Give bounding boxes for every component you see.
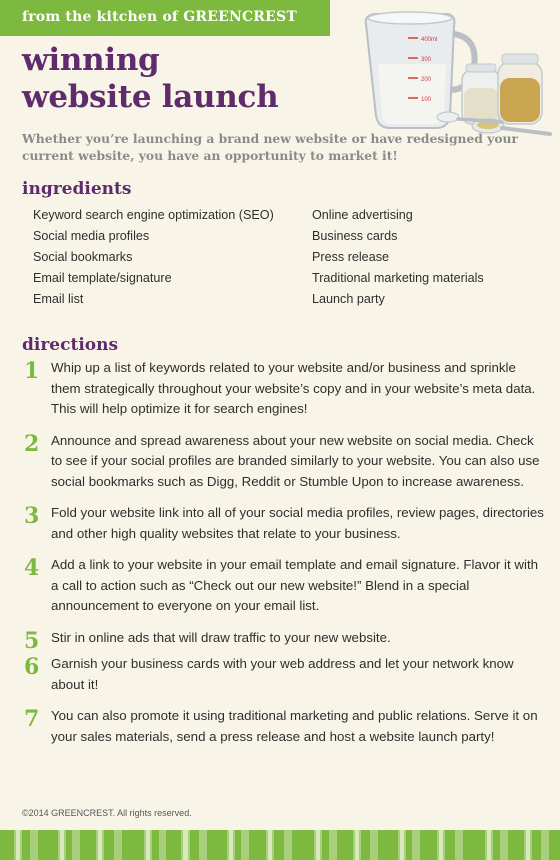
direction-step bbox=[22, 555, 547, 617]
directions-heading: directions bbox=[22, 335, 119, 355]
step-text: Announce and spread awareness about your new website on social media. Check to see if your social profiles are branded similarly to your website. You can also use social bookmarks such as Digg, Reddit or Stumble Upon to increase awareness. bbox=[51, 432, 540, 489]
ingredient-item: Keyword search engine optimization (SEO) bbox=[33, 208, 274, 222]
ingredient-item: Social bookmarks bbox=[33, 250, 133, 264]
step-number: 2 bbox=[24, 430, 40, 457]
measuring-cup-jars-spoons-icon bbox=[356, 4, 556, 140]
intro-text: Whether you’re launching a brand new website or have redesigned your current website, you have an opportunity to market it! bbox=[22, 131, 518, 163]
step-number: 6 bbox=[24, 654, 40, 680]
direction-step bbox=[22, 627, 547, 654]
cup-mark-100: 100 bbox=[421, 97, 432, 103]
step-text: You can also promote it using traditional marketing and public relations. Serve it on your sales materials, send a press release and host a website launch party! bbox=[51, 708, 538, 744]
step-number: 3 bbox=[24, 503, 40, 529]
ingredient-item: Press release bbox=[312, 250, 389, 264]
ingredient-item: Launch party bbox=[312, 292, 385, 306]
direction-step bbox=[22, 431, 547, 493]
ingredient-item: Traditional marketing materials bbox=[312, 271, 484, 285]
step-number: 4 bbox=[24, 555, 40, 581]
page-title bbox=[22, 42, 278, 116]
direction-step bbox=[22, 706, 547, 747]
ingredients-list-right bbox=[312, 205, 484, 310]
ingredients-list-left bbox=[33, 205, 274, 310]
direction-step bbox=[22, 503, 547, 544]
step-text: Add a link to your website in your email template and email signature. Flavor it with a call to action such as “Check out our new website!” Blend in a special announcement to everyone on your email list. bbox=[51, 557, 539, 613]
direction-step bbox=[22, 358, 547, 420]
step-text: Fold your website link into all of your social media profiles, review pages, directories and other high quality websites that relate to your business. bbox=[51, 505, 544, 541]
title-line-1: winning bbox=[22, 42, 160, 78]
ingredients-heading: ingredients bbox=[22, 179, 132, 199]
banner-text: from the kitchen of GREENCREST bbox=[22, 9, 297, 25]
title-line-2: website launch bbox=[22, 79, 279, 115]
step-number: 5 bbox=[24, 627, 40, 654]
step-text: Whip up a list of keywords related to your website and/or business and sprinkle them strategically throughout your website’s copy and in your website’s meta data. This will help optimize it for search engines! bbox=[51, 360, 536, 416]
brand-banner bbox=[0, 0, 330, 36]
decorative-stripes bbox=[0, 830, 560, 860]
cup-mark-200: 200 bbox=[421, 77, 432, 83]
direction-step bbox=[22, 654, 547, 695]
ingredient-item: Online advertising bbox=[312, 208, 413, 222]
ingredient-item: Email list bbox=[33, 292, 84, 306]
directions-list bbox=[22, 358, 547, 758]
ingredient-item: Email template/signature bbox=[33, 271, 172, 285]
copyright-notice: ©2014 GREENCREST. All rights reserved. bbox=[22, 808, 192, 818]
cup-mark-300: 300 bbox=[421, 57, 432, 63]
step-number: 7 bbox=[24, 706, 40, 732]
cup-mark-400: 400ml bbox=[421, 37, 438, 43]
step-number: 1 bbox=[24, 358, 40, 384]
ingredient-item: Business cards bbox=[312, 229, 398, 243]
step-text: Garnish your business cards with your web address and let your network know about it! bbox=[51, 656, 514, 692]
step-text: Stir in online ads that will draw traffic to your new website. bbox=[51, 629, 391, 645]
ingredient-item: Social media profiles bbox=[33, 229, 150, 243]
